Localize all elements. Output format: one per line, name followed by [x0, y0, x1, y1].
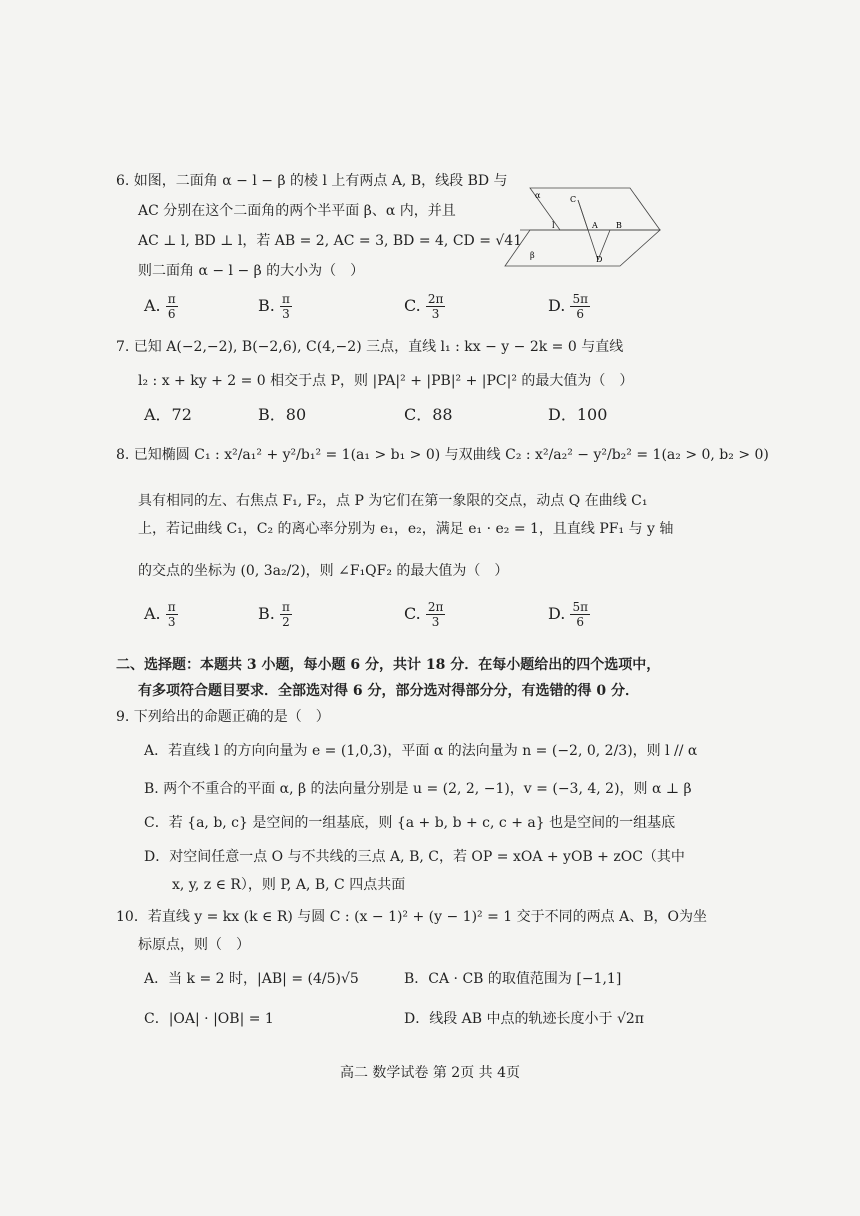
fig-label-l: l	[552, 221, 555, 230]
q9-option-d-line2: x, y, z ∈ R），则 P, A, B, C 四点共面	[172, 877, 406, 893]
fig-label-alpha: α	[535, 191, 541, 200]
fig-label-d: D	[596, 255, 603, 264]
q8-line4: 的交点的坐标为 (0, 3a₂/2)，则 ∠F₁QF₂ 的最大值为（ ）	[138, 563, 509, 579]
q10-option-b[interactable]: B．CA · CB 的取值范围为 [−1,1]	[404, 971, 622, 987]
q10-line1: 10．若直线 y = kx (k ∈ R) 与圆 C : (x − 1)² + (y − 1)² = 1 交于不同的两点 A、B，O为坐	[116, 909, 707, 925]
q6-line4: 则二面角 α − l − β 的大小为（ ）	[138, 263, 365, 279]
q7-option-a[interactable]: A．72	[144, 405, 192, 424]
q9-option-a[interactable]: A．若直线 l 的方向向量为 e = (1,0,3)，平面 α 的法向量为 n = (−2, 0, 2/3)，则 l // α	[144, 743, 698, 759]
q7-line2: l₂ : x + ky + 2 = 0 相交于点 P，则 |PA|² + |PB|² + |PC|² 的最大值为（ ）	[138, 373, 634, 389]
q8-option-b[interactable]: B. $\frac{\pi}{2}$	[258, 600, 290, 629]
q6-line3: AC ⊥ l, BD ⊥ l，若 AB = 2, AC = 3, BD = 4, CD = √41	[138, 233, 523, 249]
q6-line1: 6. 如图，二面角 α − l − β 的棱 l 上有两点 A, B，线段 BD 与	[116, 173, 508, 189]
q8-line3: 上，若记曲线 C₁，C₂ 的离心率分别为 e₁，e₂，满足 e₁ · e₂ = 1，且直线 PF₁ 与 y 轴	[138, 521, 674, 537]
section2-heading-line1: 二、选择题：本题共 3 小题，每小题 6 分，共计 18 分．在每小题给出的四个选项中，	[116, 657, 661, 673]
q7-line1: 7. 已知 A(−2,−2), B(−2,6), C(4,−2) 三点，直线 l₁ : kx − y − 2k = 0 与直线	[116, 339, 624, 355]
q6-line2: AC 分别在这个二面角的两个半平面 β、α 内，并且	[138, 203, 456, 219]
section2-heading-line2: 有多项符合题目要求．全部选对得 6 分，部分选对得部分分，有选错的得 0 分．	[138, 683, 639, 699]
q8-option-c[interactable]: C. $\frac{2\pi}{3}$	[404, 600, 444, 629]
fig-label-a: A	[592, 221, 598, 230]
q9-option-d-line1[interactable]: D．对空间任意一点 O 与不共线的三点 A, B, C，若 OP = xOA + yOB + zOC（其中	[144, 849, 685, 865]
fig-label-c: C	[570, 195, 577, 204]
q7-option-d[interactable]: D．100	[548, 405, 608, 424]
q10-line2: 标原点，则（ ）	[138, 937, 250, 953]
q10-option-d[interactable]: D．线段 AB 中点的轨迹长度小于 √2π	[404, 1011, 645, 1027]
q6-option-b[interactable]: B. $\frac{\pi}{3}$	[258, 292, 290, 321]
fig-label-b: B	[616, 221, 622, 230]
q9-stem: 9. 下列给出的命题正确的是（ ）	[116, 709, 330, 725]
dihedral-angle-figure	[500, 180, 670, 270]
q9-option-c[interactable]: C．若 {a, b, c} 是空间的一组基底，则 {a + b, b + c, c + a} 也是空间的一组基底	[144, 815, 676, 831]
q10-option-c[interactable]: C．|OA| · |OB| = 1	[144, 1011, 274, 1027]
q8-option-a[interactable]: A. $\frac{\pi}{3}$	[144, 600, 176, 629]
q6-option-d[interactable]: D. $\frac{5\pi}{6}$	[548, 292, 588, 321]
q7-option-c[interactable]: C．88	[404, 405, 453, 424]
q7-option-b[interactable]: B．80	[258, 405, 307, 424]
q6-option-c[interactable]: C. $\frac{2\pi}{3}$	[404, 292, 444, 321]
q6-option-a[interactable]: A. $\frac{\pi}{6}$	[144, 292, 176, 321]
q8-line2: 具有相同的左、右焦点 F₁, F₂，点 P 为它们在第一象限的交点，动点 Q 在曲线 C₁	[138, 493, 648, 509]
fig-label-beta: β	[530, 251, 535, 260]
q8-option-d[interactable]: D. $\frac{5\pi}{6}$	[548, 600, 588, 629]
q8-line1: 8. 已知椭圆 C₁ : x²/a₁² + y²/b₁² = 1(a₁ > b₁ > 0) 与双曲线 C₂ : x²/a₂² − y²/b₂² = 1(a₂ > 0, b₂ > 0)	[116, 447, 769, 463]
page-footer: 高二 数学试卷 第 2页 共 4页	[339, 1065, 521, 1081]
q10-option-a[interactable]: A．当 k = 2 时，|AB| = (4/5)√5	[144, 971, 359, 987]
q9-option-b[interactable]: B. 两个不重合的平面 α, β 的法向量分别是 u = (2, 2, −1)，v = (−3, 4, 2)，则 α ⊥ β	[144, 781, 692, 797]
